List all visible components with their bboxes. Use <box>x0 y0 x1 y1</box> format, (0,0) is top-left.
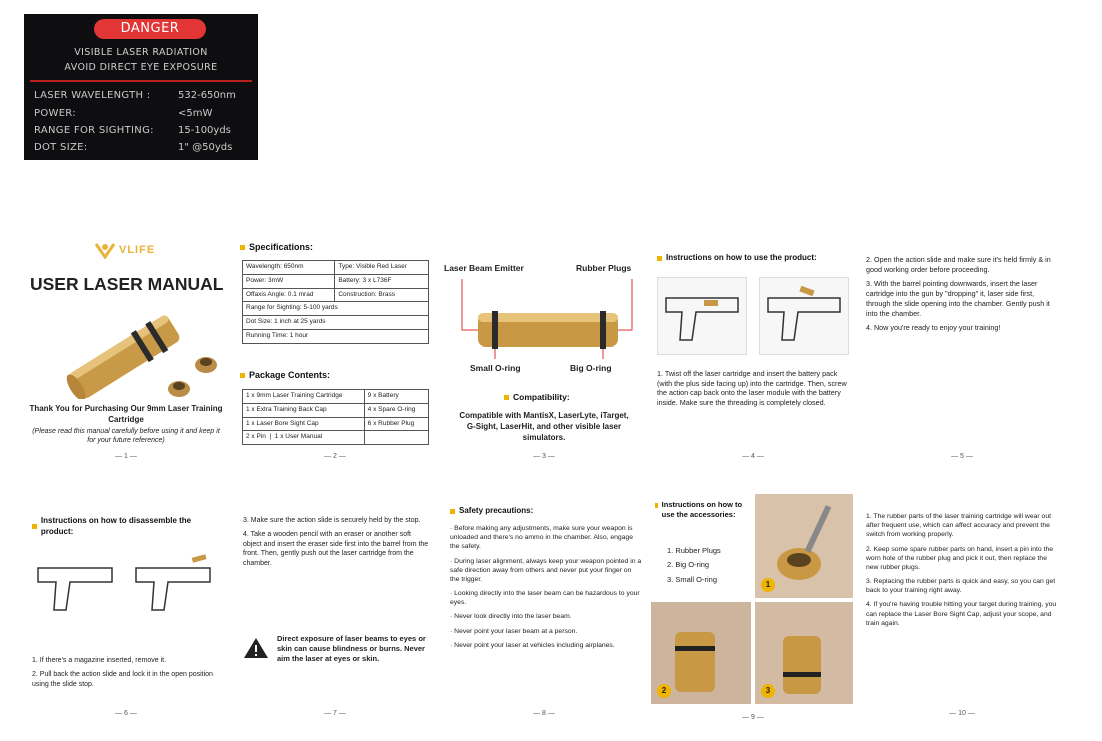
heading-text: Instructions on how to use the accessories: <box>661 500 743 520</box>
safety-item: · Never point your laser beam at a person. <box>450 627 578 635</box>
disassembly-illustration <box>32 548 222 628</box>
spec-value: <5mW <box>178 108 213 119</box>
specifications-table <box>242 260 429 344</box>
manual-page-7 <box>233 486 437 724</box>
danger-label <box>24 14 258 160</box>
spec-value: 1" @50yds <box>178 142 233 153</box>
safety-item-text: Before making any adjustments, make sure your weapon is unloaded and there's no ammo in the chamber. Also, engage the safety. <box>450 525 634 551</box>
page-number: — 5 — <box>951 452 973 460</box>
warning-line-2: AVOID DIRECT EYE EXPOSURE <box>64 62 218 73</box>
accessory-photo-3 <box>755 602 853 704</box>
table-cell: 4 x Spare O-ring <box>364 403 428 417</box>
bullet-icon <box>240 245 245 250</box>
brand-name: VLIFE <box>119 243 156 256</box>
bullet-icon <box>504 395 509 400</box>
page-number: — 10 — <box>949 709 975 717</box>
safety-item-text: Never point your laser beam at a person. <box>454 627 578 635</box>
heading-text: Instructions on how to disassemble the product: <box>40 516 192 536</box>
disassemble-heading <box>32 516 222 538</box>
cartridge-image <box>46 299 226 399</box>
disassemble-step: 3. Make sure the action slide is securely held by the stop. <box>243 517 421 524</box>
usage-steps <box>866 255 1060 338</box>
maintenance-item: 1. The rubber parts of the laser training cartridge will wear out after frequent use, which can affect accuracy and prevent the switch from working properly. <box>866 513 1051 539</box>
page-number: — 4 — <box>742 452 764 460</box>
table-cell: Offaxis Angle: 0.1 mrad <box>243 288 335 302</box>
table-cell: Dot Size: 1 inch at 25 yards <box>243 316 429 330</box>
table-row <box>243 329 429 343</box>
disassemble-step: 1. If there's a magazine inserted, remove it. <box>32 657 167 664</box>
safety-item-text: During laser alignment, always keep your weapon pointed in a safe direction away from others and never put your finger on the trigger. <box>450 557 642 583</box>
specifications-heading <box>240 241 313 253</box>
heading-text: Safety precautions: <box>459 506 534 515</box>
heading-text: Package Contents: <box>249 370 331 380</box>
emitter-label: Laser Beam Emitter <box>444 263 524 273</box>
safety-item-text: Never point your laser at vehicles including airplanes. <box>454 641 615 649</box>
table-row <box>243 261 429 275</box>
page-number: — 3 — <box>533 452 555 460</box>
danger-badge: DANGER <box>94 19 206 39</box>
photo-number-badge: 2 <box>657 684 671 698</box>
table-cell: 1 x Extra Training Back Cap <box>243 403 365 417</box>
table-row <box>243 288 429 302</box>
accessory-photo-1 <box>755 494 853 598</box>
brand-icon <box>94 241 116 259</box>
warning-icon <box>243 636 269 660</box>
usage-step: 2. Open the action slide and make sure it's held firmly & in good working order before proceeding. <box>866 255 1051 274</box>
spec-value: 532-650nm <box>178 90 236 101</box>
accessory-item: 2. Big O-ring <box>667 560 710 570</box>
table-row <box>243 403 429 417</box>
maintenance-item: 2. Keep some spare rubber parts on hand, insert a pin into the worn hole of the rubber plug and pick it out, then replace the new rubber plugs. <box>866 545 1054 571</box>
rubber-plugs-label: Rubber Plugs <box>576 263 632 273</box>
package-table <box>242 389 429 445</box>
spec-value: 15-100yds <box>178 125 231 136</box>
manual-page-10 <box>860 486 1064 724</box>
cell-text: 1 x User Manual <box>274 433 323 441</box>
safety-item: · During laser alignment, always keep your weapon pointed in a safe direction away from others and never put your finger on the trigger. <box>450 557 642 583</box>
table-cell: Wavelength: 650nm <box>243 261 335 275</box>
page-number: — 2 — <box>324 452 346 460</box>
maintenance-list <box>866 512 1060 633</box>
usage-step-1: 1. Twist off the laser cartridge and insert the battery pack (with the plus side facing up) into the cartridge. Then, screw the action cap back onto the laser module with the battery inside. Make sure the threading is completely closed. <box>657 369 847 408</box>
table-cell: Running Time: 1 hour <box>243 329 429 343</box>
table-row <box>243 390 429 404</box>
small-oring-label: Small O-ring <box>470 363 521 373</box>
bullet-icon <box>655 503 658 508</box>
heading-text: Compatibility: <box>513 392 570 402</box>
bullet-icon <box>32 524 37 529</box>
table-row <box>243 302 429 316</box>
thank-you-text: Thank You for Purchasing Our 9mm Laser Training Cartridge <box>29 404 223 424</box>
manual-page-4 <box>651 229 855 467</box>
bullet-icon <box>240 373 245 378</box>
disassemble-steps <box>32 656 224 694</box>
accessories-heading <box>655 500 745 520</box>
table-cell: Battery: 3 x L736F <box>335 274 429 288</box>
photo-number-badge: 3 <box>761 684 775 698</box>
spec-label: POWER: <box>34 108 76 119</box>
table-cell: Range for Sighting: 5-100 yards <box>243 302 429 316</box>
page-number: — 8 — <box>533 709 555 717</box>
user-manual <box>24 229 1066 724</box>
reading-note: (Please read this manual carefully before using it and keep it for your future reference) <box>32 428 220 445</box>
accessory-item: 1. Rubber Plugs <box>667 546 721 555</box>
table-cell: Construction: Brass <box>335 288 429 302</box>
safety-item: · Before making any adjustments, make sure your weapon is unloaded and there's no ammo in the chamber. Also, engage the safety. <box>450 525 634 551</box>
usage-step: 3. With the barrel pointing downwards, insert the laser cartridge into the gun by "dropping" it, laser side first, through the slide opening into the chamber. Gently push it into the chamber. <box>866 279 1050 318</box>
accessory-photo-2 <box>651 602 751 704</box>
brand-logo <box>94 241 155 259</box>
table-cell: 1 x Laser Bore Sight Cap <box>243 417 365 431</box>
manual-page-9 <box>651 486 855 724</box>
table-row <box>243 274 429 288</box>
maintenance-item: 4. If you're having trouble hitting your target during training, you can replace the Laser Bore Sight Cap, adjust your scope, and train again. <box>866 601 1057 627</box>
red-divider <box>30 80 252 82</box>
compatibility-text: Compatible with MantisX, LaserLyte, iTarget, G-Sight, LaserHit, and other visible laser simulators. <box>459 411 629 442</box>
compatibility-heading <box>504 392 570 403</box>
photo-number-badge: 1 <box>761 578 775 592</box>
usage-step: 4. Now you're ready to enjoy your training! <box>866 323 1001 333</box>
table-cell: Type: Visible Red Laser <box>335 261 429 275</box>
table-row <box>243 316 429 330</box>
manual-title: USER LASER MANUAL <box>30 274 224 294</box>
manual-page-3 <box>442 229 646 467</box>
safety-list <box>450 524 642 655</box>
spec-label: DOT SIZE: <box>34 142 88 153</box>
table-row <box>243 417 429 431</box>
page-number: — 7 — <box>324 709 346 717</box>
safety-item: · Never look directly into the laser beam. <box>450 613 572 621</box>
table-cell <box>364 431 428 445</box>
table-cell: 9 x Battery <box>364 390 428 404</box>
laser-warning-text: Direct exposure of laser beams to eyes or skin can cause blindness or burns. Never aim the laser at eyes or skin. <box>277 634 426 664</box>
safety-item-text: Never look directly into the laser beam. <box>454 613 572 621</box>
gun-photo-1 <box>657 277 747 355</box>
warning-line-1: VISIBLE LASER RADIATION <box>74 47 208 58</box>
disassemble-step: 4. Take a wooden pencil with an eraser or another soft object and insert the eraser side first into the barrel from the front. Then, gently push out the laser cartridge from the chamber. <box>243 531 429 567</box>
disassemble-step: 2. Pull back the action slide and lock it in the open position using the slide stop. <box>32 671 213 688</box>
heading-text: Specifications: <box>249 242 314 252</box>
safety-heading <box>450 506 533 517</box>
spec-label: RANGE FOR SIGHTING: <box>34 125 154 136</box>
disassemble-steps-cont <box>243 516 429 573</box>
manual-page-5 <box>860 229 1064 467</box>
page-number: — 9 — <box>742 713 764 721</box>
safety-item: · Looking directly into the laser beam can be hazardous to your eyes. <box>450 590 640 607</box>
package-heading <box>240 369 330 381</box>
table-row <box>243 431 429 445</box>
page-number: — 1 — <box>115 452 137 460</box>
spec-label: LASER WAVELENGTH : <box>34 90 151 101</box>
gun-photo-2 <box>759 277 849 355</box>
table-cell: Power: 3mW <box>243 274 335 288</box>
manual-page-1 <box>24 229 228 467</box>
table-cell: 6 x Rubber Plug <box>364 417 428 431</box>
accessory-item: 3. Small O-ring <box>667 574 718 584</box>
manual-page-8 <box>442 486 646 724</box>
manual-page-6 <box>24 486 228 724</box>
table-cell: 2 x Pin | 1 x User Manual <box>243 431 365 445</box>
safety-item: · Never point your laser at vehicles including airplanes. <box>450 641 615 649</box>
usage-heading <box>657 253 817 264</box>
accessories-list <box>667 544 721 587</box>
cell-text: 2 x Pin <box>246 433 266 441</box>
pistol-icon <box>760 278 848 354</box>
table-cell: 1 x 9mm Laser Training Cartridge <box>243 390 365 404</box>
page-number: — 6 — <box>115 709 137 717</box>
maintenance-item: 3. Replacing the rubber parts is quick and easy, so you can get back to your training right away. <box>866 578 1056 595</box>
bullet-icon <box>657 256 662 261</box>
bullet-icon <box>450 509 455 514</box>
cartridge-diagram <box>452 275 642 360</box>
heading-text: Instructions on how to use the product: <box>666 253 817 262</box>
big-oring-label: Big O-ring <box>570 363 612 373</box>
safety-item-text: Looking directly into the laser beam can be hazardous to your eyes. <box>450 590 640 607</box>
manual-page-2 <box>233 229 437 467</box>
pistol-icon <box>658 278 746 354</box>
